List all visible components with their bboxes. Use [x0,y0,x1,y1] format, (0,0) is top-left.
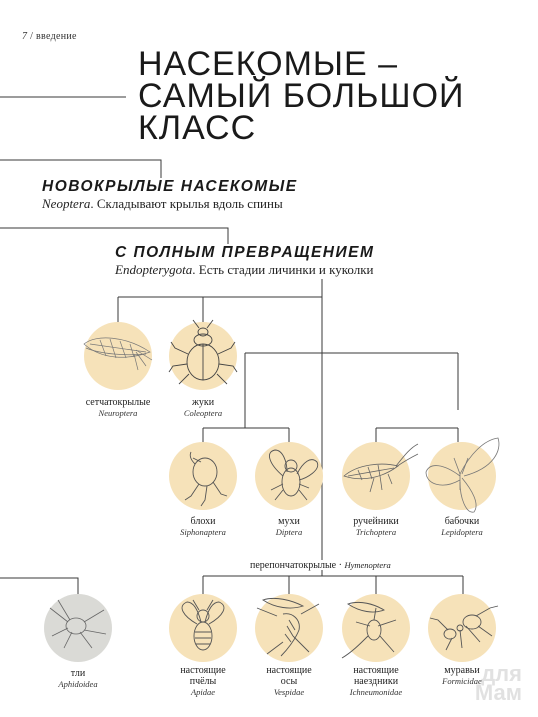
order-name-line1: настоящие [353,665,399,676]
watermark-line-2: Мам [474,680,522,705]
title-line-1: НАСЕКОМЫЕ – [138,45,399,83]
order-latin: Diptera [275,527,303,537]
title-line-2: САМЫЙ БОЛЬШОЙ [138,77,465,115]
group-heading: С ПОЛНЫМ ПРЕВРАЩЕНИЕМ [115,244,375,261]
group-neoptera [42,178,298,212]
hymenoptera-name: перепончатокрылые [250,560,337,571]
title-line-3: КЛАСС [138,109,257,147]
order-name-line2: осы [280,676,298,687]
watermark-line-1: для [481,661,522,686]
group-description [115,262,374,278]
group-endopterygota [115,244,374,278]
order-name: блохи [190,516,216,527]
order-name-line1: настоящие [180,665,226,676]
order-circle-ichneumonidae [342,594,410,662]
flea-icon [161,434,245,518]
order-name: муравьи [444,665,480,676]
order-name-line2: пчёлы [189,676,217,687]
section-name: введение [36,31,77,42]
order-name: мухи [278,516,300,527]
page-number: 7 [22,31,28,42]
order-circle-formicidae [428,594,496,662]
order-latin: Coleoptera [183,408,223,418]
order-name-line1: настоящие [266,665,312,676]
order-circle-aphidoidea [44,594,112,662]
butterfly-icon [420,434,504,518]
order-circle-vespidae [255,594,323,662]
hymenoptera-separator: · [336,560,345,571]
order-label [23,668,133,690]
group-desc-text: . Складывают крылья вдоль спины [90,196,283,211]
bee-icon [161,586,245,670]
group-latin: Endopterygota [115,262,193,277]
order-latin: Ichneumonidae [349,687,403,697]
group-latin: Neoptera [42,196,91,211]
fly-icon [247,434,331,518]
ant-icon [420,586,504,670]
group-heading: НОВОКРЫЛЫЕ НАСЕКОМЫЕ [42,178,298,195]
order-name-line2: наездники [353,676,399,687]
order-circle-siphonaptera [169,442,237,510]
hymenoptera-label [250,560,391,571]
order-latin: Formicidae [442,676,482,686]
order-name: сетчатокрылые [85,397,151,408]
group-desc-text: . Есть стадии личинки и куколки [192,262,374,277]
lacewing-icon [76,314,160,398]
order-name: тли [70,668,86,679]
header-separator: / [30,31,34,42]
order-label [407,516,517,538]
aphid-icon [36,586,120,670]
order-name: жуки [191,397,215,408]
order-circle-neuroptera [84,322,152,390]
wasp-icon [247,586,331,670]
caddisfly-icon [334,434,418,518]
order-name: бабочки [444,516,480,527]
ichneumon-icon [334,586,418,670]
order-latin: Trichoptera [355,527,397,537]
order-latin: Aphidoidea [58,679,98,689]
order-circle-apidae [169,594,237,662]
order-circle-coleoptera [169,322,237,390]
order-circle-lepidoptera [428,442,496,510]
beetle-icon [161,314,245,398]
order-circle-diptera [255,442,323,510]
order-name: ручейники [353,516,399,527]
watermark [474,661,522,705]
order-latin: Neuroptera [98,408,138,418]
order-latin: Siphonaptera [180,527,226,537]
order-latin: Lepidoptera [441,527,483,537]
order-latin: Vespidae [273,687,305,697]
order-latin: Apidae [190,687,216,697]
hymenoptera-latin: Hymenoptera [344,560,391,570]
order-circle-trichoptera [342,442,410,510]
order-label [148,397,258,419]
group-description [42,196,298,212]
